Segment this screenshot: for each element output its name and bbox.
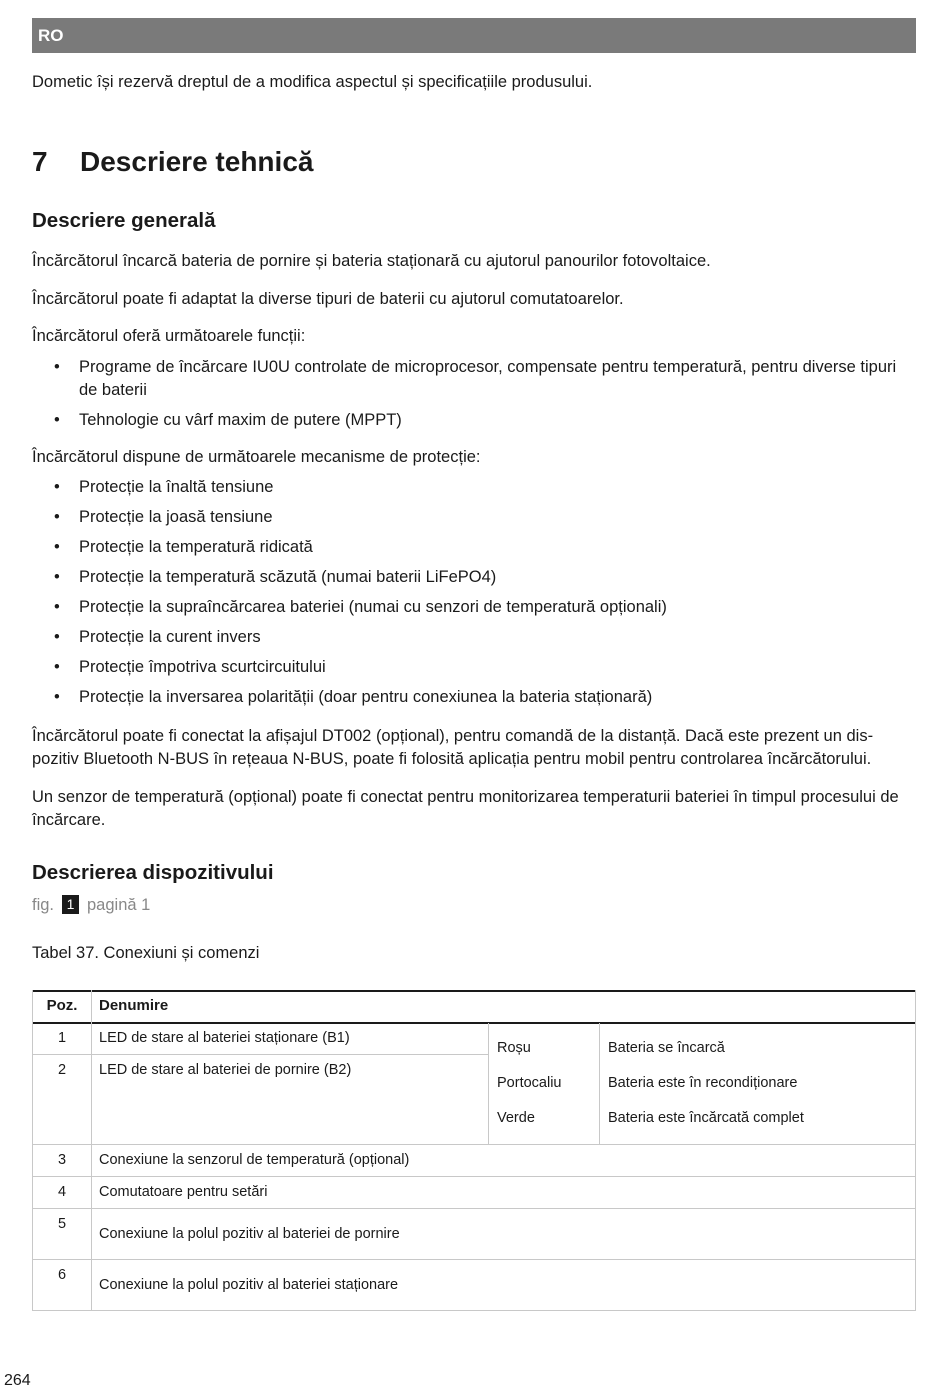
- row-divider: [32, 1259, 916, 1260]
- row-divider: [32, 1054, 92, 1055]
- row-divider: [92, 1054, 488, 1055]
- general-paragraph-3: Încărcătorul oferă următoarele funcții:: [32, 327, 306, 345]
- row-1-pos: 1: [57, 1030, 67, 1046]
- general-paragraph-4: Încărcătorul dispune de următoarele mecanisme de protecție:: [32, 448, 481, 466]
- figure-number-badge: 1: [62, 895, 80, 914]
- page-number: 264: [4, 1372, 31, 1389]
- figure-page-ref: pagină 1: [87, 896, 151, 914]
- protections-list: [54, 476, 904, 709]
- column-divider: [915, 990, 916, 1311]
- paragraph-5-line-2: pozitiv Bluetooth N-BUS în rețeaua N-BUS, poate fi folosită aplicația pentru mobil pentru controlarea încărcătorului.: [32, 750, 872, 768]
- general-paragraph-2: Încărcătorul poate fi adaptat la diverse tipuri de baterii cu ajutorul comutatoarelor.: [32, 290, 624, 308]
- header-pos: Poz.: [46, 997, 78, 1014]
- column-divider: [599, 1023, 600, 1145]
- row-4-name: Comutatoare pentru setări: [99, 1184, 268, 1200]
- list-item: • Protecție la joasă tensiune: [54, 506, 904, 529]
- paragraph-5-line-1: Încărcătorul poate fi conectat la afișajul DT002 (opțional), pentru comandă de la distanță. Dacă este prezent un dis-: [32, 727, 874, 745]
- table-header-rule: [32, 1022, 916, 1024]
- list-item: • Protecție împotriva scurtcircuitului: [54, 656, 904, 679]
- figure-prefix: fig.: [32, 896, 55, 914]
- language-code: RO: [38, 26, 64, 45]
- column-divider: [488, 1023, 489, 1145]
- led-color-green: Verde: [497, 1110, 535, 1126]
- row-3-name: Conexiune la senzorul de temperatură (opțional): [99, 1152, 410, 1168]
- led-meaning-orange: Bateria este în recondiționare: [608, 1075, 798, 1091]
- connections-table: [32, 990, 916, 1311]
- device-heading: Descrierea dispozitivului: [32, 861, 274, 884]
- led-meaning-green: Bateria este încărcată complet: [608, 1110, 804, 1126]
- table-bottom-rule: [32, 1310, 916, 1311]
- row-6-pos: 6: [57, 1267, 67, 1283]
- general-heading: Descriere generală: [32, 209, 216, 232]
- row-5-pos: 5: [57, 1216, 67, 1232]
- section-number: 7: [32, 146, 48, 177]
- row-1-name: LED de stare al bateriei staționare (B1): [99, 1030, 350, 1046]
- led-color-orange: Portocaliu: [497, 1075, 562, 1091]
- row-3-pos: 3: [57, 1152, 67, 1168]
- list-item: • Protecție la înaltă tensiune: [54, 476, 904, 499]
- table-caption: Tabel 37. Conexiuni și comenzi: [32, 944, 260, 962]
- row-5-name: Conexiune la polul pozitiv al bateriei de pornire: [99, 1226, 400, 1242]
- row-divider: [32, 1144, 916, 1145]
- figure-reference[interactable]: [32, 893, 150, 917]
- header-name: Denumire: [99, 997, 169, 1014]
- row-2-pos: 2: [57, 1062, 67, 1078]
- general-paragraph-6: Un senzor de temperatură (opțional) poate fi conectat pentru monitorizarea temperaturii bateriei în timpul procesului de încărcare.: [32, 788, 899, 829]
- row-2-name: LED de stare al bateriei de pornire (B2): [99, 1062, 352, 1078]
- row-divider: [32, 1208, 916, 1209]
- row-divider: [32, 1176, 916, 1177]
- led-meaning-red: Bateria se încarcă: [608, 1040, 725, 1056]
- functions-list: [54, 356, 904, 432]
- led-color-red: Roșu: [497, 1040, 531, 1056]
- list-item: • Protecție la temperatură ridicată: [54, 536, 904, 559]
- intro-text: Dometic își rezervă dreptul de a modifica aspectul și specificațiile produsului.: [32, 73, 593, 91]
- language-header: [32, 18, 916, 53]
- row-4-pos: 4: [57, 1184, 67, 1200]
- list-item: • Tehnologie cu vârf maxim de putere (MPPT): [54, 409, 904, 432]
- general-paragraph-5: [32, 725, 916, 771]
- list-item: • Programe de încărcare IU0U controlate de microprocesor, compensate pentru temperatură, pentru diverse tipuri de baterii: [54, 356, 904, 402]
- general-paragraph-1: Încărcătorul încarcă bateria de pornire și bateria staționară cu ajutorul panourilor fotovoltaice.: [32, 252, 711, 270]
- list-item: • Protecție la supraîncărcarea bateriei (numai cu senzori de temperatură opționali): [54, 596, 904, 619]
- list-item: • Protecție la temperatură scăzută (numai baterii LiFePO4): [54, 566, 904, 589]
- list-item: • Protecție la curent invers: [54, 626, 904, 649]
- list-item: • Protecție la inversarea polarității (doar pentru conexiunea la bateria staționară): [54, 686, 904, 709]
- table-top-rule: [32, 990, 916, 992]
- section-title: [32, 142, 313, 182]
- section-title-text: Descriere tehnică: [80, 146, 314, 177]
- row-6-name: Conexiune la polul pozitiv al bateriei staționare: [99, 1277, 399, 1293]
